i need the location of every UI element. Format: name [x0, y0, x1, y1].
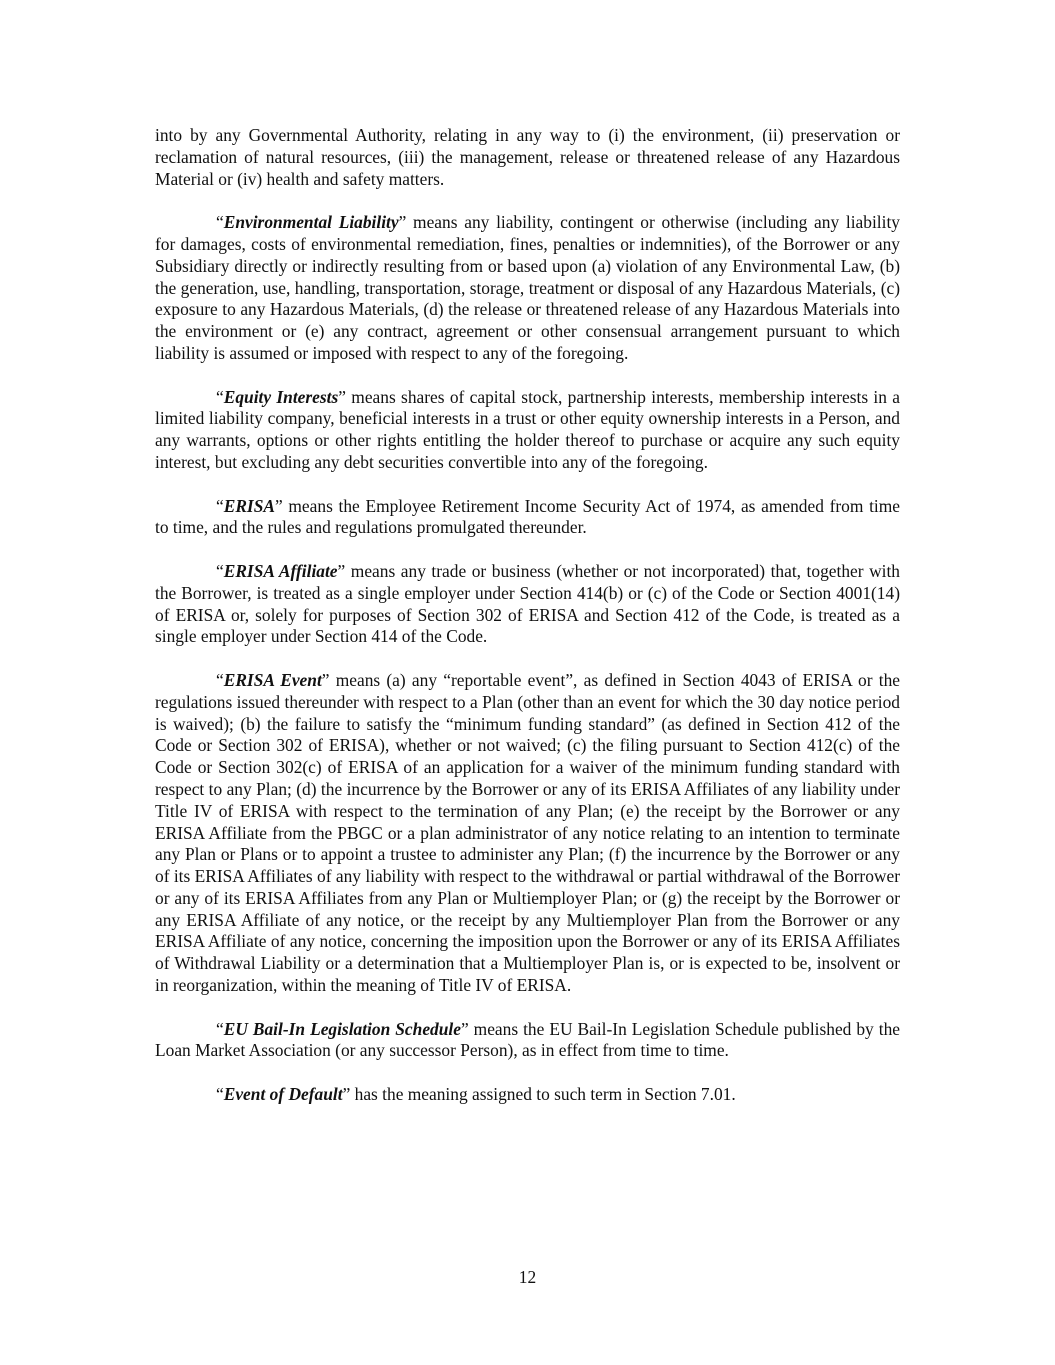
defined-term: Event of Default	[223, 1084, 343, 1105]
definition-erisa	[155, 496, 900, 540]
open-quote: “	[216, 495, 224, 516]
open-quote: “	[216, 1018, 224, 1039]
definition-erisa-affiliate	[155, 561, 900, 648]
defined-term: ERISA Event	[223, 669, 322, 690]
defined-term: Environmental Liability	[223, 212, 399, 233]
definition-erisa-event	[155, 670, 900, 997]
definition-body: means the EU Bail-In Legislation Schedule published by the Loan Market Association (or any successor Person), as in effect from time to time.	[155, 1018, 900, 1061]
definition-environmental-liability	[155, 212, 900, 365]
defined-term: EU Bail-In Legislation Schedule	[223, 1018, 461, 1039]
open-quote: “	[216, 1084, 224, 1105]
close-quote: ”	[398, 212, 407, 233]
open-quote: “	[216, 669, 224, 690]
open-quote: “	[216, 560, 224, 581]
open-quote: “	[216, 386, 224, 407]
continuation-paragraph: into by any Governmental Authority, relating in any way to (i) the environment, (ii) preservation or reclamation of natural resources, (iii) the management, release or threatened release of any Hazardous Material or (iv) health and safety matters.	[155, 125, 900, 189]
open-quote: “	[216, 212, 224, 233]
definition-body: means shares of capital stock, partnership interests, membership interests in a limited liability company, beneficial interests in a trust or other equity ownership interests in a Person, and any warrants, options or other rights entitling the holder thereof to purchase or acquire any such equity interest, but excluding any debt securities convertible into any of the foregoing.	[155, 386, 900, 472]
close-quote: ”	[460, 1018, 469, 1039]
defined-term: Equity Interests	[223, 386, 339, 407]
definition-body: means any trade or business (whether or not incorporated) that, together with the Borrower, is treated as a single employer under Section 414(b) or (c) of the Code or Section 4001(14) of ERISA or, solely for purposes of Section 302 of ERISA and Section 412 of the Code, is treated as a single employer under Section 414 of the Code.	[155, 560, 900, 647]
close-quote: ”	[274, 495, 283, 516]
definition-body: means any liability, contingent or otherwise (including any liability for damages, costs of environmental remediation, fines, penalties or indemnities), of the Borrower or any Subsidiary directly or indirectly resulting from or based upon (a) violation of any Environmental Law, (b) the generation, use, handling, transportation, storage, treatment or disposal of any Hazardous Materials, (c) exposure to any Hazardous Materials, (d) the release or threatened release of any Hazardous Materials into the environment or (e) any contract, agreement or other consensual arrangement pursuant to which liability is assumed or imposed with respect to any of the foregoing.	[155, 212, 900, 363]
close-quote: ”	[342, 1084, 351, 1105]
definition-body: means (a) any “reportable event”, as defined in Section 4043 of ERISA or the regulations issued thereunder with respect to a Plan (other than an event for which the 30 day notice period is waived); (b) the failure to satisfy the “minimum funding standard” (as defined in Section 412 of the Code or Section 302 of ERISA), whether or not waived; (c) the filing pursuant to Section 412(c) of the Code or Section 302(c) of ERISA of an application for a waiver of the minimum funding standard with respect to any Plan; (d) the incurrence by the Borrower or any of its ERISA Affiliates of any liability under Title IV of ERISA with respect to the termination of any Plan; (e) the receipt by the Borrower or any ERISA Affiliate from the PBGC or a plan administrator of any notice relating to an intention to terminate any Plan or Plans or to appoint a trustee to administer any Plan; (f) the incurrence by the Borrower or any of its ERISA Affiliates of any liability with respect to the withdrawal or partial withdrawal of the Borrower or any of its ERISA Affiliates from any Plan or Multiemployer Plan; or (g) the receipt by the Borrower or any ERISA Affiliate of any notice, or the receipt by any Multiemployer Plan from the Borrower or any ERISA Affiliate of any notice, concerning the imposition upon the Borrower or any of its ERISA Affiliates of Withdrawal Liability or a determination that a Multiemployer Plan is, or is expected to be, insolvent or in reorganization, within the meaning of Title IV of ERISA.	[155, 669, 900, 996]
close-quote: ”	[338, 386, 346, 407]
definition-event-of-default	[155, 1084, 900, 1106]
definition-eu-bail-in-legislation-schedule	[155, 1019, 900, 1063]
close-quote: ”	[321, 669, 330, 690]
document-page	[155, 125, 900, 1128]
defined-term: ERISA Affiliate	[223, 560, 338, 581]
close-quote: ”	[337, 560, 346, 581]
definition-body: means the Employee Retirement Income Security Act of 1974, as amended from time to time, and the rules and regulations promulgated thereunder.	[155, 495, 900, 538]
defined-term: ERISA	[223, 495, 275, 516]
definition-equity-interests	[155, 387, 900, 474]
definition-body: has the meaning assigned to such term in Section 7.01.	[350, 1084, 736, 1105]
page-number: 12	[518, 1267, 537, 1287]
